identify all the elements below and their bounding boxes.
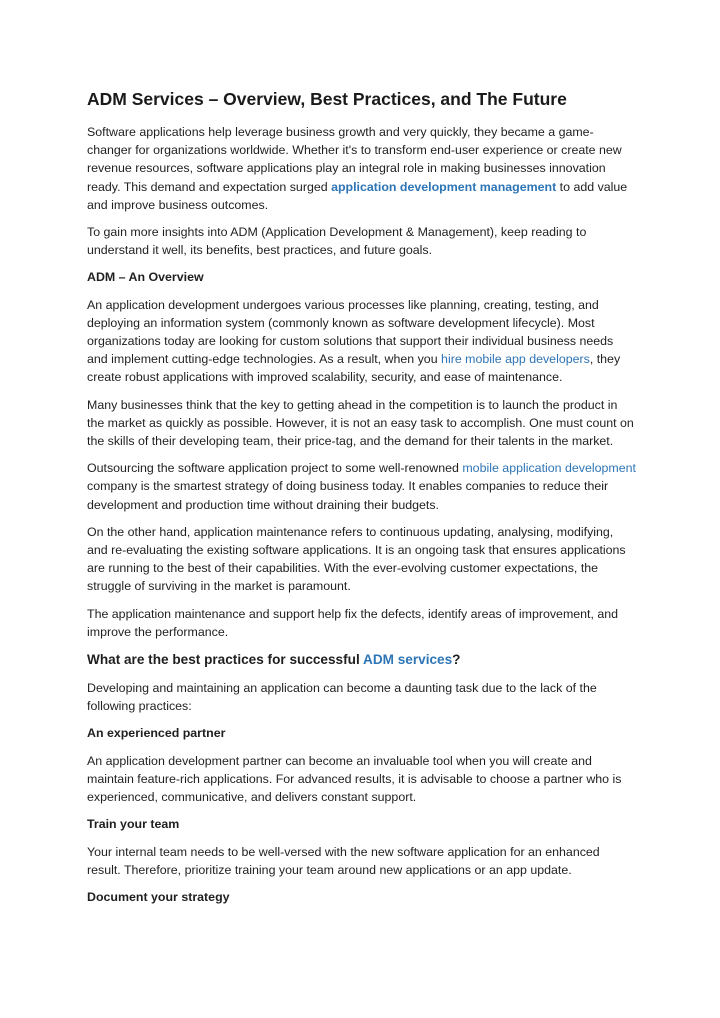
overview-p3-text-before: Outsourcing the software application project to some well-renowned: [87, 461, 463, 476]
overview-heading: ADM – An Overview: [87, 270, 204, 285]
experienced-partner-paragraph: An application development partner can become an invaluable tool when you will create and maintain feature-rich applications. For advanced results, it is advisable to choose a partner who is experienced, communicative, and delivers constant support.: [87, 753, 622, 805]
practices-heading-text-after: ?: [452, 652, 461, 668]
best-practices-heading: [87, 650, 636, 670]
overview-p1-text-after: , they create robust applications with improved scalability, security, and ease of maintenance.: [87, 352, 621, 385]
overview-paragraph-2: Many businesses think that the key to getting ahead in the competition is to launch the product in the market as quickly as possible. However, it is not an easy task to accomplish. One must count on the skills of their developing team, their price-tag, and the demand for their talents in the market.: [87, 397, 634, 449]
overview-paragraph-3: [87, 459, 636, 514]
experienced-partner-heading: An experienced partner: [87, 726, 226, 741]
overview-paragraph-1: [87, 296, 636, 387]
insights-paragraph: To gain more insights into ADM (Application Development & Management), keep reading to understand it well, its benefits, best practices, and future goals.: [87, 225, 587, 258]
mobile-application-development-link[interactable]: mobile application development: [462, 461, 636, 476]
overview-p3-text-after: company is the smartest strategy of doing business today. It enables companies to reduce their development and production time without draining their budgets.: [87, 479, 609, 512]
application-development-management-link[interactable]: application development management: [331, 179, 557, 194]
document-strategy-heading: Document your strategy: [87, 889, 230, 904]
page-title: ADM Services – Overview, Best Practices, and The Future: [87, 89, 567, 109]
adm-services-link[interactable]: ADM services: [363, 652, 453, 668]
intro-paragraph: [87, 123, 636, 214]
overview-paragraph-4: On the other hand, application maintenance refers to continuous updating, analysing, modifying, and re-evaluating the existing software applications. It is an ongoing task that ensures applications are running to the best of their capabilities. With the ever-evolving customer expectations, the struggle of surviving in the market is paramount.: [87, 524, 626, 594]
train-team-paragraph: Your internal team needs to be well-versed with the new software application for an enhanced result. Therefore, prioritize training your team around new applications or an app update.: [87, 844, 600, 877]
practices-heading-text-before: What are the best practices for successful: [87, 652, 363, 668]
intro-text-before: Software applications help leverage business growth and very quickly, they became a game-changer for organizations worldwide. Whether it's to transform end-user experience or create new revenue resources, software applications play an integral role in making businesses innovation ready. This demand and expectation surged: [87, 125, 622, 194]
intro-text-after: to add value and improve business outcomes.: [87, 179, 628, 212]
overview-p1-text-before: An application development undergoes various processes like planning, creating, testing, and deploying an information system (commonly known as software development lifecycle). Most organizations today are looking for custom solutions that support their individual business needs and implement cutting-edge technologies. As a result, when you: [87, 297, 614, 367]
practices-intro-paragraph: Developing and maintaining an application can become a daunting task due to the lack of the following practices:: [87, 681, 597, 714]
train-team-heading: Train your team: [87, 817, 180, 832]
overview-paragraph-5: The application maintenance and support help fix the defects, identify areas of improvement, and improve the performance.: [87, 606, 619, 639]
hire-mobile-app-developers-link[interactable]: hire mobile app developers: [441, 352, 590, 367]
